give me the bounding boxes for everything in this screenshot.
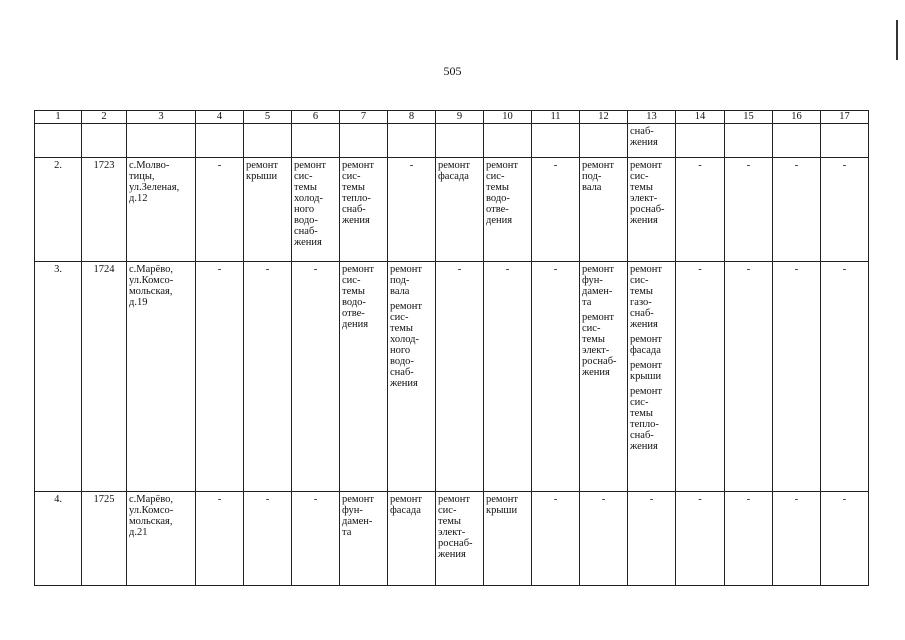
repair-work-line: дамен-	[342, 516, 373, 527]
empty-dash-cell: -	[773, 262, 821, 492]
repair-work-line: ремонт	[630, 360, 663, 371]
empty-dash-cell: -	[676, 158, 725, 262]
repair-work-line: под-	[390, 275, 410, 286]
repair-work-line: вала	[390, 286, 410, 297]
repair-work-line: роснаб-	[630, 204, 665, 215]
column-header-12: 12	[580, 111, 628, 124]
repair-work-line: крыши	[486, 505, 518, 516]
address-cell	[127, 262, 196, 492]
column-header-4: 4	[196, 111, 244, 124]
table-cell	[82, 124, 127, 158]
repair-work-line: ремонт	[390, 301, 423, 312]
repair-work-cell	[244, 158, 292, 262]
empty-dash-cell: -	[725, 262, 773, 492]
repair-work-line: водо-	[486, 193, 510, 204]
row-number-cell: 3.	[35, 262, 82, 492]
address-line: с.Молво-	[129, 160, 170, 171]
repair-work-line: ремонт	[582, 160, 615, 171]
repair-work-line: элект-	[438, 527, 466, 538]
repair-work-line: ремонт	[342, 494, 375, 505]
table-cell	[821, 124, 869, 158]
repair-work-line: ремонт	[438, 160, 471, 171]
table-cell	[436, 124, 484, 158]
empty-dash-cell: -	[244, 492, 292, 586]
repair-work-line: ремонт	[342, 264, 375, 275]
repair-work-line: элект-	[582, 345, 610, 356]
address-line: с.Марёво,	[129, 264, 173, 275]
empty-dash-cell: -	[821, 492, 869, 586]
empty-dash-cell: -	[725, 492, 773, 586]
table-cell	[725, 124, 773, 158]
address-cell	[127, 492, 196, 586]
repair-work-line: темы	[390, 323, 413, 334]
repair-work-cell	[340, 262, 388, 492]
repair-work-line: темы	[630, 182, 653, 193]
repair-work-cell	[628, 262, 676, 492]
table-cell	[532, 124, 580, 158]
repair-work-line: ремонт	[246, 160, 279, 171]
repair-work-line: ремонт	[294, 160, 327, 171]
empty-dash-cell: -	[292, 492, 340, 586]
page-number: 505	[443, 64, 462, 78]
table-cell	[127, 124, 196, 158]
repair-work-line: вала	[582, 182, 602, 193]
repair-work-line: ремонт	[438, 494, 471, 505]
repair-work-line: ремонт	[390, 494, 423, 505]
address-line: с.Марёво,	[129, 494, 173, 505]
repair-work-line: тепло-	[342, 193, 371, 204]
repair-work-line: темы	[342, 182, 365, 193]
table-cell	[196, 124, 244, 158]
repair-work-line: ремонт	[582, 264, 615, 275]
repair-work-line: темы	[630, 286, 653, 297]
repair-work-line: жения	[294, 237, 322, 248]
repair-work-line: темы	[294, 182, 317, 193]
repair-work-line: ремонт	[630, 334, 663, 345]
empty-dash-cell: -	[484, 262, 532, 492]
table-cell	[292, 124, 340, 158]
table-row	[35, 262, 869, 492]
address-line: д.12	[129, 193, 148, 204]
address-line: мольская,	[129, 286, 173, 297]
address-line: ул.Зеленая,	[129, 182, 180, 193]
repair-work-line: дения	[342, 319, 369, 330]
repair-work-line: водо-	[390, 356, 414, 367]
repair-work-line: ремонт	[342, 160, 375, 171]
repair-work-line: сис-	[342, 171, 361, 182]
repair-work-line: жения	[342, 215, 370, 226]
repair-work-line: жения	[582, 367, 610, 378]
row-number-cell: 2.	[35, 158, 82, 262]
empty-dash-cell: -	[821, 262, 869, 492]
cell-line: снаб-	[630, 126, 654, 137]
object-id-cell: 1723	[82, 158, 127, 262]
address-line: ул.Комсо-	[129, 275, 174, 286]
repair-work-cell	[484, 158, 532, 262]
repair-work-cell	[388, 492, 436, 586]
repair-work-line: элект-	[630, 193, 658, 204]
table-cell	[628, 124, 676, 158]
repair-work-line: та	[582, 297, 592, 308]
repair-work-line: сис-	[438, 505, 457, 516]
table-cell	[244, 124, 292, 158]
repair-work-line: снаб-	[390, 367, 414, 378]
repair-work-line: жения	[630, 215, 658, 226]
address-line: д.19	[129, 297, 148, 308]
repair-work-line: отве-	[342, 308, 365, 319]
repair-work-line: роснаб-	[438, 538, 473, 549]
repair-work-cell	[484, 492, 532, 586]
repair-work-line: та	[342, 527, 352, 538]
column-header-10: 10	[484, 111, 532, 124]
repair-work-line: дения	[486, 215, 513, 226]
table-cell	[388, 124, 436, 158]
column-header-1: 1	[35, 111, 82, 124]
table-cell	[580, 124, 628, 158]
repair-work-line: сис-	[582, 323, 601, 334]
repair-work-cell	[628, 158, 676, 262]
repair-work-line: ного	[390, 345, 411, 356]
repair-work-line: холод-	[390, 334, 419, 345]
empty-dash-cell: -	[676, 262, 725, 492]
empty-dash-cell: -	[196, 158, 244, 262]
repair-work-cell	[580, 158, 628, 262]
repair-work-line: темы	[486, 182, 509, 193]
repair-work-line: темы	[342, 286, 365, 297]
repair-work-cell	[436, 158, 484, 262]
repair-work-cell	[292, 158, 340, 262]
repair-work-line: крыши	[630, 371, 662, 382]
table-cell	[773, 124, 821, 158]
repair-work-line: дамен-	[582, 286, 613, 297]
repair-work-line: сис-	[342, 275, 361, 286]
column-header-3: 3	[127, 111, 196, 124]
repair-work-line: крыши	[246, 171, 278, 182]
column-header-11: 11	[532, 111, 580, 124]
repair-work-line: темы	[630, 408, 653, 419]
column-header-7: 7	[340, 111, 388, 124]
column-header-5: 5	[244, 111, 292, 124]
repair-work-cell	[580, 262, 628, 492]
repair-work-line: ного	[294, 204, 315, 215]
repair-work-line: под-	[582, 171, 602, 182]
empty-dash-cell: -	[244, 262, 292, 492]
repair-work-cell	[340, 158, 388, 262]
repair-work-line: ремонт	[486, 494, 519, 505]
empty-dash-cell: -	[725, 158, 773, 262]
empty-dash-cell: -	[292, 262, 340, 492]
repair-work-line: снаб-	[630, 430, 654, 441]
repair-work-line: роснаб-	[582, 356, 617, 367]
column-header-9: 9	[436, 111, 484, 124]
empty-dash-cell: -	[580, 492, 628, 586]
table-cell	[340, 124, 388, 158]
table-cell	[35, 124, 82, 158]
repair-work-line: темы	[582, 334, 605, 345]
repair-work-line: снаб-	[630, 308, 654, 319]
repair-work-line: ремонт	[630, 160, 663, 171]
empty-dash-cell: -	[388, 158, 436, 262]
cell-line: жения	[630, 137, 658, 148]
empty-dash-cell: -	[196, 492, 244, 586]
repair-work-line: сис-	[630, 275, 649, 286]
repair-schedule-table	[34, 110, 869, 586]
continuation-row	[35, 124, 869, 158]
column-number-header-row	[35, 111, 869, 124]
repair-work-cell	[388, 262, 436, 492]
empty-dash-cell: -	[676, 492, 725, 586]
repair-work-line: ремонт	[582, 312, 615, 323]
empty-dash-cell: -	[532, 158, 580, 262]
empty-dash-cell: -	[773, 492, 821, 586]
repair-work-line: сис-	[630, 397, 649, 408]
empty-dash-cell: -	[196, 262, 244, 492]
repair-work-line: ремонт	[486, 160, 519, 171]
repair-work-line: фасада	[438, 171, 469, 182]
repair-work-line: жения	[630, 441, 658, 452]
table-cell	[484, 124, 532, 158]
row-number-cell: 4.	[35, 492, 82, 586]
column-header-15: 15	[725, 111, 773, 124]
repair-work-line: ремонт	[630, 264, 663, 275]
table-row	[35, 158, 869, 262]
column-header-8: 8	[388, 111, 436, 124]
repair-work-line: жения	[630, 319, 658, 330]
column-header-13: 13	[628, 111, 676, 124]
repair-work-line: водо-	[294, 215, 318, 226]
empty-dash-cell: -	[821, 158, 869, 262]
repair-work-line: сис-	[486, 171, 505, 182]
empty-dash-cell: -	[532, 262, 580, 492]
table-row	[35, 492, 869, 586]
column-header-14: 14	[676, 111, 725, 124]
column-header-17: 17	[821, 111, 869, 124]
column-header-16: 16	[773, 111, 821, 124]
repair-work-line: жения	[390, 378, 418, 389]
empty-dash-cell: -	[773, 158, 821, 262]
repair-work-line: фасада	[630, 345, 661, 356]
object-id-cell: 1724	[82, 262, 127, 492]
repair-work-line: снаб-	[342, 204, 366, 215]
empty-dash-cell: -	[532, 492, 580, 586]
repair-work-line: отве-	[486, 204, 509, 215]
repair-work-line: сис-	[630, 171, 649, 182]
repair-work-line: снаб-	[294, 226, 318, 237]
repair-work-cell	[340, 492, 388, 586]
repair-work-line: фун-	[582, 275, 603, 286]
repair-work-line: водо-	[342, 297, 366, 308]
repair-work-line: сис-	[294, 171, 313, 182]
repair-work-line: темы	[438, 516, 461, 527]
address-line: мольская,	[129, 516, 173, 527]
empty-dash-cell: -	[628, 492, 676, 586]
column-header-6: 6	[292, 111, 340, 124]
column-header-2: 2	[82, 111, 127, 124]
repair-work-cell	[436, 492, 484, 586]
repair-work-line: тепло-	[630, 419, 659, 430]
repair-work-line: ремонт	[390, 264, 423, 275]
repair-work-line: газо-	[630, 297, 652, 308]
repair-work-line: жения	[438, 549, 466, 560]
empty-dash-cell: -	[436, 262, 484, 492]
repair-work-line: холод-	[294, 193, 323, 204]
repair-work-line: фасада	[390, 505, 421, 516]
table-cell	[676, 124, 725, 158]
address-cell	[127, 158, 196, 262]
repair-work-line: ремонт	[630, 386, 663, 397]
address-line: ул.Комсо-	[129, 505, 174, 516]
address-line: тицы,	[129, 171, 155, 182]
object-id-cell: 1725	[82, 492, 127, 586]
repair-work-line: фун-	[342, 505, 363, 516]
scan-edge-mark	[896, 20, 898, 60]
repair-work-line: сис-	[390, 312, 409, 323]
address-line: д.21	[129, 527, 148, 538]
